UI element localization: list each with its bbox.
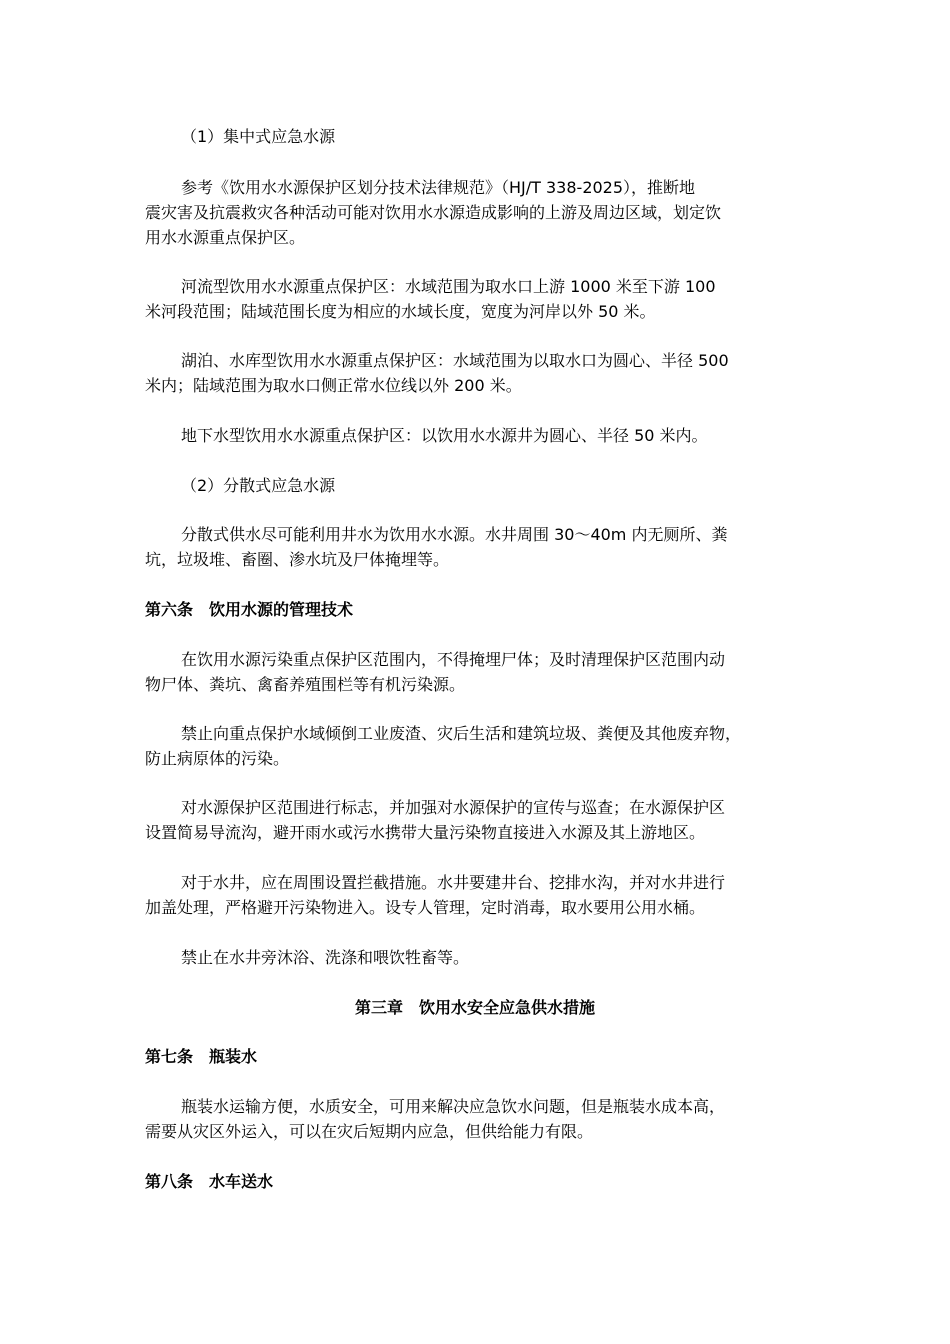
paragraph-line: 地下水型饮用水水源重点保护区：以饮用水水源井为圆心、半径 50 米内。 (181, 426, 708, 445)
paragraph-line: 在饮用水源污染重点保护区范围内，不得掩埋尸体；及时清理保护区范围内动 (181, 650, 726, 669)
paragraph-line: 对水源保护区范围进行标志，并加强对水源保护的宣传与巡查；在水源保护区 (181, 798, 726, 817)
paragraph-line: 参考《饮用水水源保护区划分技术法律规范》（HJ/T 338-2025），推断地 (181, 178, 696, 197)
paragraph-line: 物尸体、粪坑、禽畜养殖围栏等有机污染源。 (145, 675, 466, 694)
paragraph-line: 米内；陆域范围为取水口侧正常水位线以外 200 米。 (145, 376, 522, 395)
paragraph-line: 坑，垃圾堆、畜圈、渗水坑及尸体掩埋等。 (145, 550, 450, 569)
chapter-3-heading: 第三章 饮用水安全应急供水措施 (354, 998, 595, 1017)
article-8-heading: 第八条 水车送水 (145, 1172, 274, 1191)
subsection-title-dispersed: （2）分散式应急水源 (181, 476, 336, 495)
paragraph-line: 加盖处理，严格避开污染物进入。设专人管理，定时消毒，取水要用公用水桶。 (145, 898, 706, 917)
paragraph-line: 禁止向重点保护水域倾倒工业废渣、灾后生活和建筑垃圾、粪便及其他废弃物， (181, 724, 742, 743)
paragraph-line: 设置简易导流沟，避开雨水或污水携带大量污染物直接进入水源及其上游地区。 (145, 823, 706, 842)
paragraph-line: 防止病原体的污染。 (145, 749, 290, 768)
paragraph-line: 震灾害及抗震救灾各种活动可能对饮用水水源造成影响的上游及周边区域，划定饮 (145, 203, 722, 222)
paragraph-line: 禁止在水井旁沐浴、洗涤和喂饮牲畜等。 (181, 948, 470, 967)
paragraph-line: 分散式供水尽可能利用井水为饮用水水源。水井周围 30～40m 内无厕所、粪 (181, 525, 728, 544)
subsection-title-centralized: （1）集中式应急水源 (181, 127, 336, 146)
paragraph-line: 需要从灾区外运入，可以在灾后短期内应急，但供给能力有限。 (145, 1122, 594, 1141)
article-7-heading: 第七条 瓶装水 (145, 1047, 258, 1066)
article-6-heading: 第六条 饮用水源的管理技术 (145, 600, 354, 619)
paragraph-line: 米河段范围；陆域范围长度为相应的水域长度，宽度为河岸以外 50 米。 (145, 302, 656, 321)
paragraph-line: 对于水井，应在周围设置拦截措施。水井要建井台、挖排水沟，并对水井进行 (181, 873, 726, 892)
paragraph-line: 河流型饮用水水源重点保护区：水域范围为取水口上游 1000 米至下游 100 (181, 277, 716, 296)
paragraph-line: 用水水源重点保护区。 (145, 228, 306, 247)
paragraph-line: 湖泊、水库型饮用水水源重点保护区：水域范围为以取水口为圆心、半径 500 (181, 351, 729, 370)
paragraph-line: 瓶装水运输方便，水质安全，可用来解决应急饮水问题，但是瓶装水成本高， (181, 1097, 726, 1116)
